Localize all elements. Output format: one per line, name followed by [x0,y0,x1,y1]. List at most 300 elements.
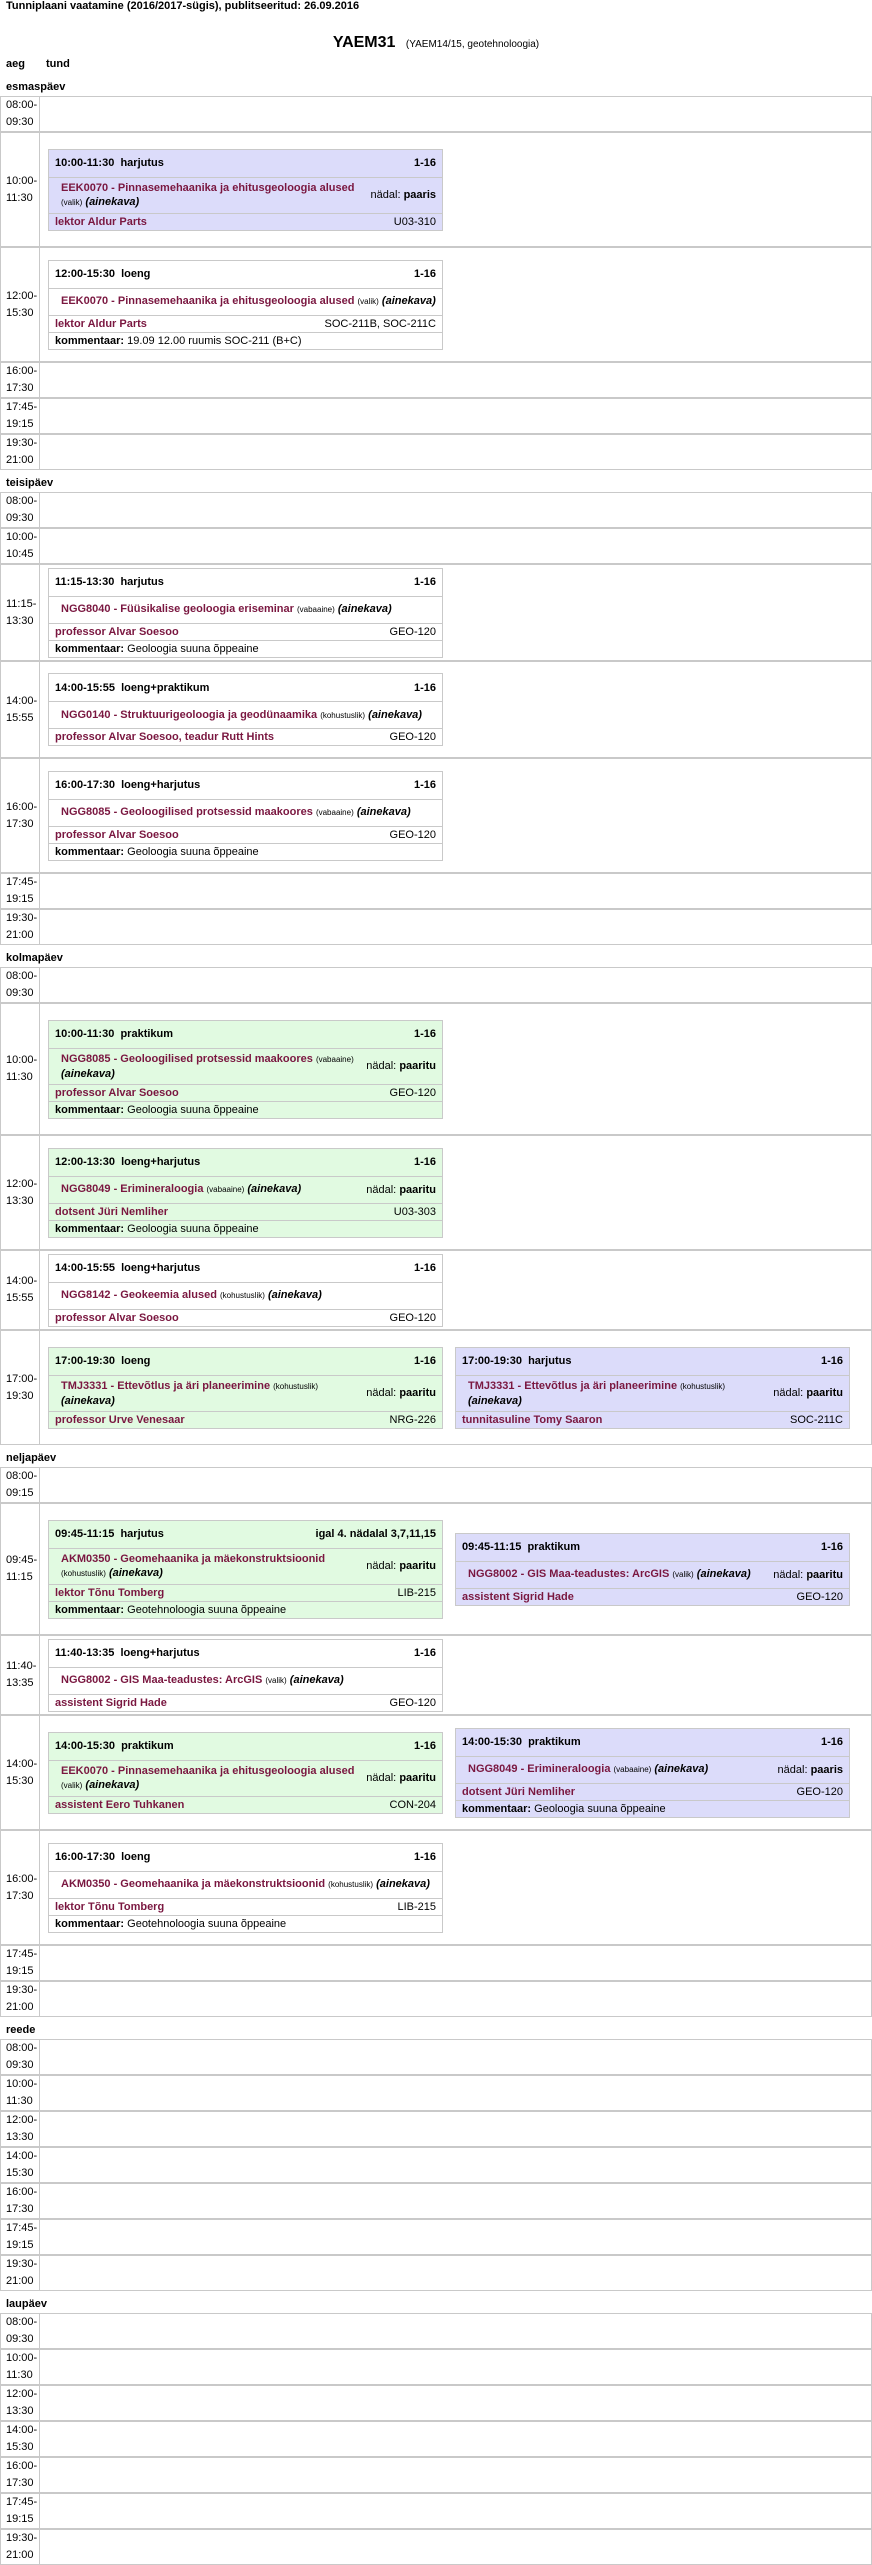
course-name[interactable]: NGG8085 - Geoloogilised protsessid maakoores [61,1052,313,1065]
time-slot-label [6,529,37,563]
time-slot [0,1467,40,1503]
lesson-card[interactable] [48,260,443,350]
comment-label: kommentaar: [55,642,125,655]
time-end: 09:30 [6,116,34,128]
time-slot-row [0,1250,872,1330]
teacher-room-row [49,1204,442,1221]
lesson-time-type [55,1262,200,1274]
time-start: 11:15- [6,597,37,610]
time-slot [0,758,40,873]
lesson-cell [40,1330,872,1445]
time-start: 08:00- [6,2316,38,2328]
course-name[interactable]: NGG8049 - Erimineraloogia [468,1763,611,1775]
lesson-cell [40,2183,872,2219]
teacher-name[interactable]: dotsent Jüri Nemliher [462,1785,576,1798]
lesson-header [456,1729,849,1757]
lesson-header [49,1521,442,1549]
time-slot-label [6,493,37,527]
time-end: 11:30 [6,2369,33,2381]
lesson-card[interactable] [48,1732,443,1814]
ainekava-link[interactable]: (ainekava) [356,806,411,818]
course-name[interactable]: EEK0070 - Pinnasemehaanika ja ehitusgeoloogia alused [61,181,355,194]
comment-row [49,1221,442,1237]
time-start: 16:00- [6,365,38,377]
time-end: 13:35 [6,1677,34,1689]
ainekava-link[interactable]: (ainekava) [337,603,392,615]
time-end: 15:30 [6,2167,34,2179]
time-slot-label [6,435,37,469]
time-slot [0,362,40,398]
lesson-time-type [462,1355,571,1367]
lesson-cell [40,2421,872,2457]
week-label: nädal: [777,1763,808,1776]
lesson-header [49,261,442,289]
time-end: 17:30 [6,382,34,394]
time-slot-row [0,967,872,1003]
time-start: 19:30- [6,2258,38,2270]
week-value: paaritu [399,1183,436,1196]
time-start: 10:00- [6,2078,38,2090]
course-row [49,178,442,214]
course-name[interactable]: NGG8002 - GIS Maa-teadustes: ArcGIS [61,1674,263,1686]
lesson-weeks: 1-16 [413,157,436,169]
comment-label: kommentaar: [462,1802,532,1815]
time-slot-label [6,2458,37,2492]
course-kind: (valik) [357,297,379,306]
time-slot-row [0,1503,872,1635]
lesson-weeks: 1-16 [820,1355,843,1367]
time-slot [0,1715,40,1830]
time-slot-label [6,97,37,131]
lesson-time: 14:00-15:55 [55,681,115,694]
lesson-time-type [462,1541,580,1553]
course-name[interactable]: NGG0140 - Struktuurigeoloogia ja geodünaamika [61,708,318,721]
teacher-name[interactable]: assistent Sigrid Hade [462,1590,574,1603]
day-heading: reede [6,2024,36,2036]
lesson-type: loeng+harjutus [121,1262,201,1274]
lesson-cell [40,362,872,398]
week-parity [366,1060,436,1072]
time-end: 09:15 [6,1487,34,1499]
course-name[interactable]: NGG8040 - Füüsikalise geoloogia eriseminar [61,603,294,615]
lesson-cell [40,1981,872,2017]
time-slot-label [6,1756,37,1790]
lesson-header [49,1640,442,1668]
lesson-type: harjutus [120,157,164,169]
course-kind: (vabaaine) [315,1054,354,1064]
lesson-cell [40,564,872,661]
time-end: 21:00 [6,2549,34,2561]
lesson-time-type [55,779,200,791]
course-name[interactable]: AKM0350 - Geomehaanika ja mäekonstruktsioonid [61,1878,326,1890]
time-slot [0,1003,40,1135]
teacher-room-row [49,1412,442,1428]
time-start: 12:00- [6,1177,38,1190]
lesson-header [49,1149,442,1177]
time-slot-label [6,2494,37,2528]
time-end: 13:30 [6,2405,34,2417]
teacher-name[interactable]: professor Alvar Soesoo, teadur Rutt Hints [55,731,275,743]
course-row [456,1376,849,1412]
week-value: paaritu [399,1060,436,1072]
lesson-time-type [55,682,209,694]
lesson-type: praktikum [120,1028,174,1040]
time-start: 17:45- [6,2496,38,2508]
time-end: 19:15 [6,1965,34,1977]
lesson-card[interactable] [48,568,443,658]
lesson-cell [40,1715,872,1830]
time-end: 11:30 [6,2095,33,2107]
room: U03-310 [393,215,436,228]
room: LIB-215 [397,1900,436,1913]
room: GEO-120 [389,1696,436,1709]
lesson-card[interactable] [455,1728,850,1818]
teacher-room-row [49,214,442,230]
time-slot [0,492,40,528]
lesson-header [49,1021,442,1049]
lesson-cell [40,398,872,434]
lesson-header [49,150,442,178]
time-start: 17:45- [6,1948,38,1960]
time-slot [0,2313,40,2349]
lesson-card[interactable] [48,1254,443,1327]
time-slot [0,1135,40,1250]
teacher-name[interactable]: professor Urve Venesaar [55,1413,185,1426]
week-value: paaris [810,1763,843,1776]
course-name[interactable]: NGG8085 - Geoloogilised protsessid maakoores [61,806,313,818]
course-name[interactable]: NGG8142 - Geokeemia alused [61,1289,217,1301]
teacher-name[interactable]: professor Alvar Soesoo [55,828,179,841]
comment-label: kommentaar: [55,845,125,858]
time-slot-row [0,2255,872,2291]
lesson-card[interactable] [48,1520,443,1619]
teacher-name[interactable]: tunnitasuline Tomy Saaron [462,1413,603,1426]
lesson-cell [40,1003,872,1135]
time-start: 19:30- [6,912,38,924]
time-end: 15:55 [6,1292,34,1304]
course-kind: (vabaaine) [296,605,335,614]
lesson-card[interactable] [48,673,443,746]
time-slot-label [6,173,37,207]
teacher-room-row [49,316,442,333]
time-slot-row [0,492,872,528]
time-slot [0,2457,40,2493]
teacher-room-row [49,1797,442,1813]
comment-label: kommentaar: [55,1917,125,1930]
room: GEO-120 [389,625,436,638]
lesson-time-type [55,576,164,588]
lesson-time-type [55,1528,164,1540]
comment-value: Geoloogia suuna õppeaine [534,1802,666,1815]
time-slot-row [0,1003,872,1135]
lesson-cell [40,96,872,132]
lesson-cell [40,528,872,564]
course-row [456,1562,849,1589]
ainekava-link[interactable]: (ainekava) [108,1566,163,1579]
time-slot-label [6,968,37,1002]
ainekava-link[interactable]: (ainekava) [696,1568,751,1580]
lesson-cell [40,1635,872,1715]
course-kind: (vabaaine) [315,808,354,817]
time-start: 10:00- [6,531,38,543]
course-kind: (kohustuslik) [328,1880,374,1889]
course-name[interactable]: TMJ3331 - Ettevõtlus ja äri planeerimine [468,1379,678,1392]
course-text [468,1379,773,1408]
teacher-room-row [456,1784,849,1801]
ainekava-link[interactable]: (ainekava) [376,1878,430,1890]
lesson-card[interactable] [48,1639,443,1712]
time-slot-row [0,362,872,398]
ainekava-link[interactable]: (ainekava) [368,708,422,721]
time-slot-row [0,1330,872,1445]
lesson-card[interactable] [48,1347,443,1429]
comment-value: Geoloogia suuna õppeaine [127,1103,259,1116]
week-value: paaritu [806,1568,843,1581]
time-slot [0,1635,40,1715]
room: GEO-120 [389,731,436,743]
week-value: paaritu [399,1387,436,1399]
week-label: nädal: [773,1568,804,1581]
time-slot-row [0,398,872,434]
ainekava-link[interactable]: (ainekava) [289,1674,344,1686]
room: GEO-120 [389,1311,436,1324]
time-slot [0,2349,40,2385]
room: U03-303 [393,1205,436,1218]
course-row [49,289,442,316]
time-slot [0,2529,40,2565]
course-name[interactable]: AKM0350 - Geomehaanika ja mäekonstruktsioonid [61,1552,326,1565]
time-slot-label [6,2350,37,2384]
teacher-room-row [49,827,442,844]
time-slot [0,1830,40,1945]
time-slot [0,2385,40,2421]
time-slot-label [6,2422,37,2456]
lesson-card[interactable] [48,149,443,231]
course-name[interactable]: EEK0070 - Pinnasemehaanika ja ehitusgeoloogia alused [61,295,355,307]
lesson-time: 16:00-17:30 [55,1851,115,1863]
comment-row [49,1102,442,1118]
time-slot-row [0,1635,872,1715]
teacher-name[interactable]: lektor Aldur Parts [55,317,147,330]
time-end: 21:00 [6,2001,34,2013]
week-label: nädal: [773,1387,804,1399]
time-start: 17:45- [6,876,38,888]
teacher-name[interactable]: professor Alvar Soesoo [55,625,179,638]
time-slot-row [0,1135,872,1250]
teacher-room-row [49,1585,442,1602]
time-slot-label [6,2040,37,2074]
time-slot-row [0,909,872,945]
week-parity [366,1772,436,1784]
teacher-name[interactable]: assistent Sigrid Hade [55,1696,167,1709]
time-end: 15:30 [6,2441,34,2453]
teacher-name[interactable]: professor Alvar Soesoo [55,1311,179,1324]
time-end: 17:30 [6,1889,34,1902]
week-parity [366,1387,436,1399]
time-end: 19:15 [6,2239,34,2251]
time-slot-label [6,2184,37,2218]
time-start: 08:00- [6,2042,38,2054]
lesson-card[interactable] [455,1347,850,1429]
time-end: 11:30 [6,1071,33,1083]
ainekava-link[interactable]: (ainekava) [247,1183,302,1195]
course-text [61,1764,366,1793]
time-start: 08:00- [6,99,38,111]
lesson-time: 14:00-15:30 [55,1740,115,1752]
lesson-time-type [55,157,164,169]
lesson-header [49,674,442,702]
lesson-time-type [55,268,150,280]
time-slot-row [0,2529,872,2565]
lesson-header [456,1534,849,1562]
room: GEO-120 [796,1785,843,1798]
time-start: 16:00- [6,2460,38,2472]
time-slot-label [6,2256,37,2290]
teacher-name[interactable]: professor Alvar Soesoo [55,1086,179,1099]
comment-row [49,641,442,657]
lesson-card[interactable] [455,1533,850,1606]
time-slot [0,661,40,758]
time-slot-label [6,1273,37,1307]
comment-text [55,643,259,655]
time-slot-row [0,2385,872,2421]
comment-text [55,1604,286,1616]
lesson-time: 10:00-11:30 [55,157,115,169]
time-slot-row [0,873,872,909]
lesson-type: loeng+harjutus [120,1647,200,1659]
week-label: nädal: [366,1772,397,1784]
course-text [61,1052,366,1081]
time-slot-label [6,2112,37,2146]
ainekava-link[interactable]: (ainekava) [381,295,436,307]
time-slot [0,247,40,362]
course-row [49,800,442,827]
time-slot-row [0,2421,872,2457]
time-start: 11:40- [6,1660,37,1672]
time-start: 10:00- [6,174,38,187]
page-header: Tunniplaani vaatamine (2016/2017-sügis), publitseeritud: 26.09.2016 [6,0,360,12]
room: GEO-120 [389,828,436,841]
course-name[interactable]: TMJ3331 - Ettevõtlus ja äri planeerimine [61,1379,271,1392]
ainekava-link[interactable]: (ainekava) [85,1778,140,1791]
page-title [0,34,872,52]
day-heading: laupäev [6,2298,47,2310]
time-start: 14:00- [6,694,38,707]
time-end: 19:15 [6,418,34,430]
lesson-cell [40,2529,872,2565]
time-slot-row [0,1830,872,1945]
time-slot-row [0,2075,872,2111]
lesson-weeks: 1-16 [413,1740,436,1752]
time-end: 21:00 [6,454,34,466]
time-slot-row [0,528,872,564]
lesson-card[interactable] [48,1020,443,1119]
lesson-time-type [55,1355,150,1367]
lesson-weeks: 1-16 [820,1736,843,1748]
lesson-cell [40,967,872,1003]
course-row [49,702,442,729]
time-slot [0,1945,40,1981]
lesson-time: 12:00-15:30 [55,268,115,280]
time-end: 09:30 [6,2059,34,2071]
time-start: 19:30- [6,437,38,449]
course-text [61,1673,344,1688]
course-row [49,1668,442,1695]
lesson-weeks: 1-16 [413,1028,436,1040]
lesson-cell [40,2255,872,2291]
lesson-time: 11:40-13:35 [55,1647,115,1659]
time-slot [0,873,40,909]
time-slot-label [6,874,37,908]
time-start: 17:45- [6,401,38,413]
lesson-weeks: 1-16 [413,681,436,694]
lesson-weeks: 1-16 [413,1647,436,1659]
course-kind: (kohustuslik) [320,710,366,720]
teacher-room-row [49,1695,442,1711]
time-start: 14:00- [6,1275,38,1287]
lesson-weeks: 1-16 [413,1355,436,1367]
time-slot-row [0,2111,872,2147]
week-parity [778,1764,843,1776]
time-slot [0,434,40,470]
lesson-type: loeng [121,1851,151,1863]
comment-value: Geoloogia suuna õppeaine [127,642,259,655]
time-slot-row [0,2457,872,2493]
course-text [61,1552,366,1581]
time-slot-label [6,2220,37,2254]
week-value: paaritu [806,1387,843,1399]
comment-value: Geotehnoloogia suuna õppeaine [127,1917,287,1930]
lesson-card[interactable] [48,1148,443,1238]
lesson-card[interactable] [48,771,443,861]
week-label: nädal: [366,1560,397,1572]
time-end: 17:30 [6,817,34,830]
time-slot [0,2421,40,2457]
ainekava-link[interactable]: (ainekava) [654,1763,709,1775]
lesson-cell [40,492,872,528]
time-slot-label [6,2530,37,2564]
time-slot-label [6,2076,37,2110]
lesson-card[interactable] [48,1843,443,1933]
teacher-name[interactable]: lektor Aldur Parts [55,215,147,228]
course-name[interactable]: NGG8002 - GIS Maa-teadustes: ArcGIS [468,1568,670,1580]
room: SOC-211B, SOC-211C [324,317,436,330]
ainekava-link[interactable]: (ainekava) [61,1067,115,1080]
time-slot [0,2039,40,2075]
lesson-header [49,1733,442,1761]
time-start: 10:00- [6,1054,38,1066]
course-text [61,294,436,309]
ainekava-link[interactable]: (ainekava) [468,1394,522,1407]
time-slot-label [6,1176,37,1210]
lesson-cell [40,132,872,247]
ainekava-link[interactable]: (ainekava) [61,1394,115,1407]
room: SOC-211C [790,1413,843,1426]
time-slot-label [6,288,37,322]
teacher-name[interactable]: lektor Tõnu Tomberg [55,1900,165,1913]
teacher-name[interactable]: dotsent Jüri Nemliher [55,1205,169,1218]
teacher-name[interactable]: assistent Eero Tuhkanen [55,1798,185,1811]
time-slot-row [0,247,872,362]
course-name[interactable]: NGG8049 - Erimineraloogia [61,1183,204,1195]
ainekava-link[interactable]: (ainekava) [85,195,140,208]
ainekava-link[interactable]: (ainekava) [267,1289,322,1301]
week-parity [366,1184,436,1196]
time-slot-row [0,564,872,661]
time-start: 14:00- [6,2424,38,2436]
teacher-name[interactable]: lektor Tõnu Tomberg [55,1586,165,1599]
course-name[interactable]: EEK0070 - Pinnasemehaanika ja ehitusgeoloogia alused [61,1764,355,1777]
